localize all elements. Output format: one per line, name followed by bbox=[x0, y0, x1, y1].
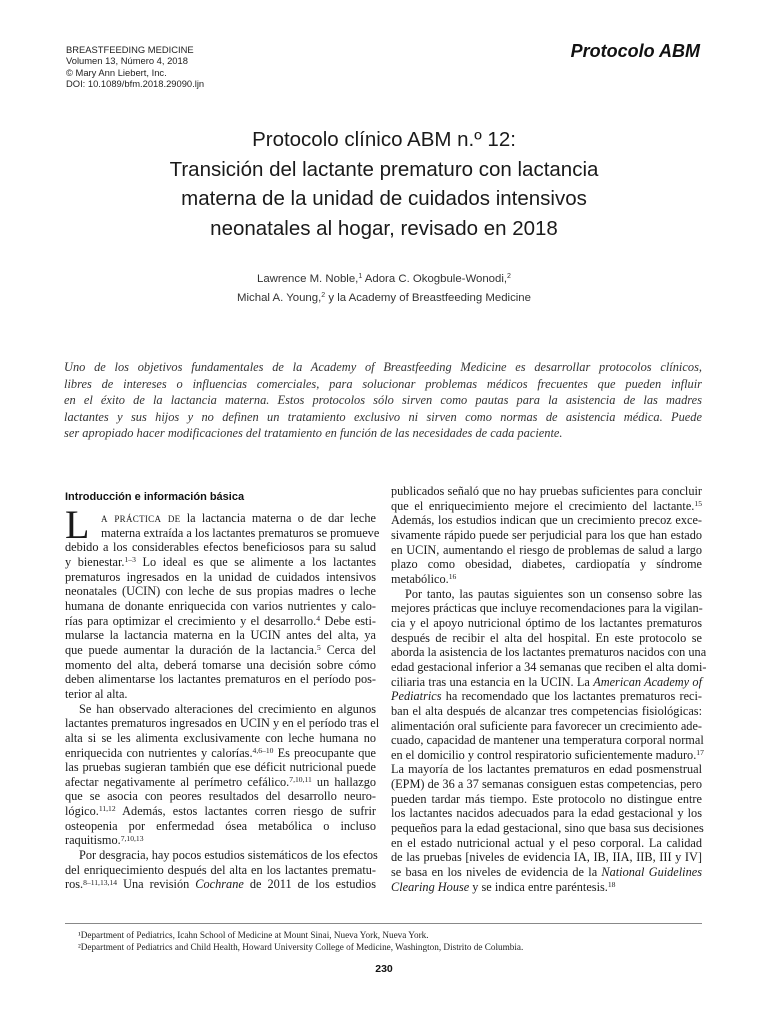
author-name: Lawrence M. Noble, bbox=[257, 273, 359, 285]
citation-ref: 7,10,11 bbox=[289, 775, 312, 784]
journal-name: BREASTFEEDING MEDICINE bbox=[66, 44, 194, 55]
text-line: y bienestar.$^{1-3}$ Lo ideal es que se alimente a los lactantes bbox=[65, 554, 376, 569]
citation-ref: 1–3 bbox=[124, 555, 136, 565]
journal-copyright: © Mary Ann Liebert, Inc. bbox=[66, 66, 167, 78]
text-line: que puede aumentar la duración de la lactancia.$^5$ Cerca del bbox=[65, 642, 376, 657]
text-line: mularse la lactancia materna en la UCIN antes del alta, ya bbox=[65, 628, 376, 643]
text-line: en el domicilio y control respiratorio suficientemente maduro.$^{17}$ bbox=[391, 747, 704, 762]
text-line: deben alimentarse los lactantes prematuros en el período pos- bbox=[65, 672, 376, 687]
text-line: Por tanto, las pautas siguientes son un consenso sobre las bbox=[405, 586, 702, 601]
citation-ref: 18 bbox=[607, 879, 616, 889]
abstract-line: lactantes y sus hijos y no definen un tratamiento exclusivo ni sirven como normas de asistencia médica. Puede bbox=[64, 409, 702, 424]
text-line: se basa en los niveles de evidencia de la National Guidelines bbox=[391, 865, 702, 880]
right-column bbox=[391, 484, 707, 894]
text-line: en el estado nutricional actual y el peso corporal. La calidad bbox=[391, 835, 702, 850]
text-line: después de recibir el alta del hospital. En este protocolo se bbox=[391, 630, 702, 645]
citation-ref: 8–11,13,14 bbox=[83, 877, 118, 887]
citation-ref: 4 bbox=[316, 613, 321, 623]
journal-metadata bbox=[66, 44, 204, 90]
text-line: enriquecida con nutrientes y calorías.$^{4,6-10}$ Es preocupante que bbox=[65, 745, 376, 760]
section-label: Protocolo ABM bbox=[570, 41, 700, 61]
abstract-line: libres de intereses o influencias comerciales, para solucionar problemas médicos frecuentes que pueden influir bbox=[64, 376, 702, 391]
paragraph bbox=[65, 502, 380, 702]
text-line: pueden tardar más tiempo. Este protocolo no distingue entre bbox=[391, 791, 702, 806]
drop-cap: L bbox=[65, 502, 90, 547]
text-line: plazo como obesidad, diabetes, cardiopatía y síndrome bbox=[391, 557, 702, 572]
paragraph bbox=[391, 484, 702, 587]
title-line: Protocolo clínico ABM n.º 12: bbox=[252, 128, 516, 151]
author-name: Michal A. Young, bbox=[237, 291, 322, 304]
citation-ref: 4,6–10 bbox=[252, 745, 274, 755]
citation-ref: 11,12 bbox=[98, 804, 116, 814]
text-line: Por desgracia, hay pocos estudios sistemáticos de los efectos bbox=[79, 848, 378, 863]
title-line: Transición del lactante prematuro con lactancia bbox=[169, 157, 599, 181]
citation-ref: 16 bbox=[448, 572, 457, 582]
footnotes bbox=[78, 929, 523, 954]
text-line: que el enriquecimiento mejore el crecimiento del lactante.$^{15}$ bbox=[391, 498, 702, 513]
text-line: metabólico.$^{16}$ bbox=[391, 571, 457, 586]
text-line: ban el alta después de alcanzar tres competencias fisiológicas: bbox=[391, 703, 702, 718]
text-line: alimentación oral suficiente para favorecer un crecimiento ade- bbox=[391, 718, 703, 733]
citation-ref: 7,10,13 bbox=[120, 833, 144, 843]
text-line: Pediatrics ha recomendado que los lactantes prematuros reci- bbox=[391, 689, 702, 704]
footnote-divider bbox=[65, 923, 702, 924]
text-line: terior al alta. bbox=[65, 686, 128, 701]
citation-ref: 15 bbox=[694, 498, 702, 508]
paragraph bbox=[391, 586, 707, 895]
affiliation-ref: 1 bbox=[358, 273, 363, 281]
text-line: humana de donante enriquecida con varios nutrientes y calo- bbox=[65, 598, 376, 613]
text-line: raquitismo.$^{7,10,13}$ bbox=[65, 833, 144, 848]
author-list bbox=[60, 270, 708, 307]
text-line: (EPM) de 36 a 37 semanas consiguen estas competencias, pero bbox=[391, 777, 702, 792]
article-title bbox=[60, 125, 708, 243]
footnote: ²Department of Pediatrics and Child Health, Howard University College of Medicine, Washington, Distrito de Columbia. bbox=[78, 942, 524, 953]
text-line: cia y el apoyo nutricional óptimo de los lactantes prematuros bbox=[391, 615, 702, 630]
text-line: Clearing House y se indica entre paréntesis.$^{18}$ bbox=[391, 879, 616, 894]
text-line: neonatales (UCIN) con leche de sus propias madres o leche bbox=[65, 584, 376, 599]
affiliation-ref: 2 bbox=[507, 273, 511, 281]
text-line: La mayoría de los lactantes prematuros en edad posmenstrual bbox=[391, 762, 702, 777]
text-line: publicados señaló que no hay pruebas suficientes para concluir bbox=[391, 484, 702, 498]
text-line: debido a los considerables efectos beneficiosos para su salud bbox=[65, 540, 376, 555]
title-line: neonatales al hogar, revisado en 2018 bbox=[210, 216, 558, 240]
text-line: ros.$^{8-11,13,14}$ Una revisión Cochrane de 2011 de los estudios bbox=[65, 877, 376, 892]
text-line: osteopenia por enfermedad ósea metabólica o incluso bbox=[65, 818, 376, 833]
footnote: ¹Department of Pediatrics, Icahn School of Medicine at Mount Sinai, Nueva York, Nueva York. bbox=[78, 930, 429, 940]
text-line: aborda la asistencia de los lactantes prematuros nacidos con una bbox=[391, 645, 707, 660]
affiliation-ref: 2 bbox=[321, 291, 326, 299]
citation-ref: 17 bbox=[696, 748, 704, 757]
page-number: 230 bbox=[375, 963, 393, 975]
author-name: y la Academy of Breastfeeding Medicine bbox=[325, 291, 531, 304]
text-line: Además, los estudios indican que un crecimiento precoz exce- bbox=[391, 513, 702, 528]
paragraph bbox=[65, 701, 380, 849]
text-line: afectar negativamente al perímetro cefálico.$^{7,10,11}$ un hallazgo bbox=[65, 774, 376, 789]
abstract-line: ser apropiado hacer modificaciones del tratamiento en función de las necesidades de cada paciente. bbox=[64, 426, 563, 441]
text-line: lactantes prematuros ingresados en UCIN y en el período tras el bbox=[65, 716, 380, 731]
text-line: cuado, capacidad de mantener una temperatura corporal normal bbox=[391, 733, 704, 748]
text-line: las pruebas sugieran también que ese déficit nutricional puede bbox=[65, 760, 376, 775]
journal-doi[interactable]: DOI: 10.1089/bfm.2018.29090.ljn bbox=[66, 78, 205, 90]
text-line: en UCIN, aumentando el riesgo de problemas de salud a largo bbox=[391, 542, 702, 557]
text-line: edad gestacional inferior a 34 semanas que reciben el alta domi- bbox=[391, 659, 707, 674]
left-column bbox=[65, 484, 380, 892]
text-line: Se han observado alteraciones del crecimiento en algunos bbox=[79, 701, 376, 716]
text-line: sivamente rápido puede ser perjudicial para los que han estado bbox=[391, 527, 702, 542]
text-line: ciliaria tras una estancia en la UCIN. La American Academy of bbox=[391, 674, 702, 689]
text-line: alta si se les alimenta exclusivamente con leche humana no bbox=[65, 730, 376, 745]
abstract-line: Uno de los objetivos fundamentales de la Academy of Breastfeeding Medicine es desarrollar protocolos clínicos, bbox=[64, 360, 702, 374]
section-heading: Introducción e información básica bbox=[65, 491, 245, 503]
text-line: lógico.$^{11,12}$ Además, estos lactantes corren riesgo de sufrir bbox=[65, 804, 376, 819]
citation-ref: 5 bbox=[317, 643, 321, 653]
text-line: materna extraída a los lactantes prematuros se promueve bbox=[101, 525, 380, 540]
journal-volume: Volumen 13, Número 4, 2018 bbox=[66, 55, 188, 67]
text-line: mejores prácticas que incluye recomendaciones para la vigilan- bbox=[391, 601, 703, 616]
title-line: materna de la unidad de cuidados intensivos bbox=[181, 187, 587, 210]
text-line: los lactantes nacidos adecuados para la edad gestacional y los bbox=[391, 806, 702, 821]
text-line: del enriquecimiento después del alta en los lactantes prematu- bbox=[65, 862, 376, 877]
text-line: de las pruebas [niveles de evidencia IA, IB, IIA, IIB, III y IV] bbox=[391, 850, 702, 865]
paragraph bbox=[65, 848, 376, 892]
text-line: momento del alta, deberá tomarse una decisión sobre cómo bbox=[65, 657, 376, 672]
abstract bbox=[64, 359, 702, 442]
author-name: Adora C. Okogbule-Wonodi, bbox=[362, 273, 508, 285]
abstract-line: en el éxito de la lactancia materna. Estos protocolos sólo sirven como pautas para la asistencia de las madres bbox=[64, 393, 702, 408]
text-line: que se asocia con peores resultados del desarrollo neuro- bbox=[65, 789, 376, 804]
text-line: prematuros ingresados en la unidad de cuidados intensivos bbox=[65, 569, 376, 584]
text-line: rías para optimizar el crecimiento y el desarrollo.$^4$ Debe esti- bbox=[65, 613, 376, 628]
text-line: a práctica de la lactancia materna o de dar leche bbox=[101, 511, 376, 525]
text-line: pequeños para la edad gestacional, sino que basa sus decisiones bbox=[391, 821, 704, 836]
